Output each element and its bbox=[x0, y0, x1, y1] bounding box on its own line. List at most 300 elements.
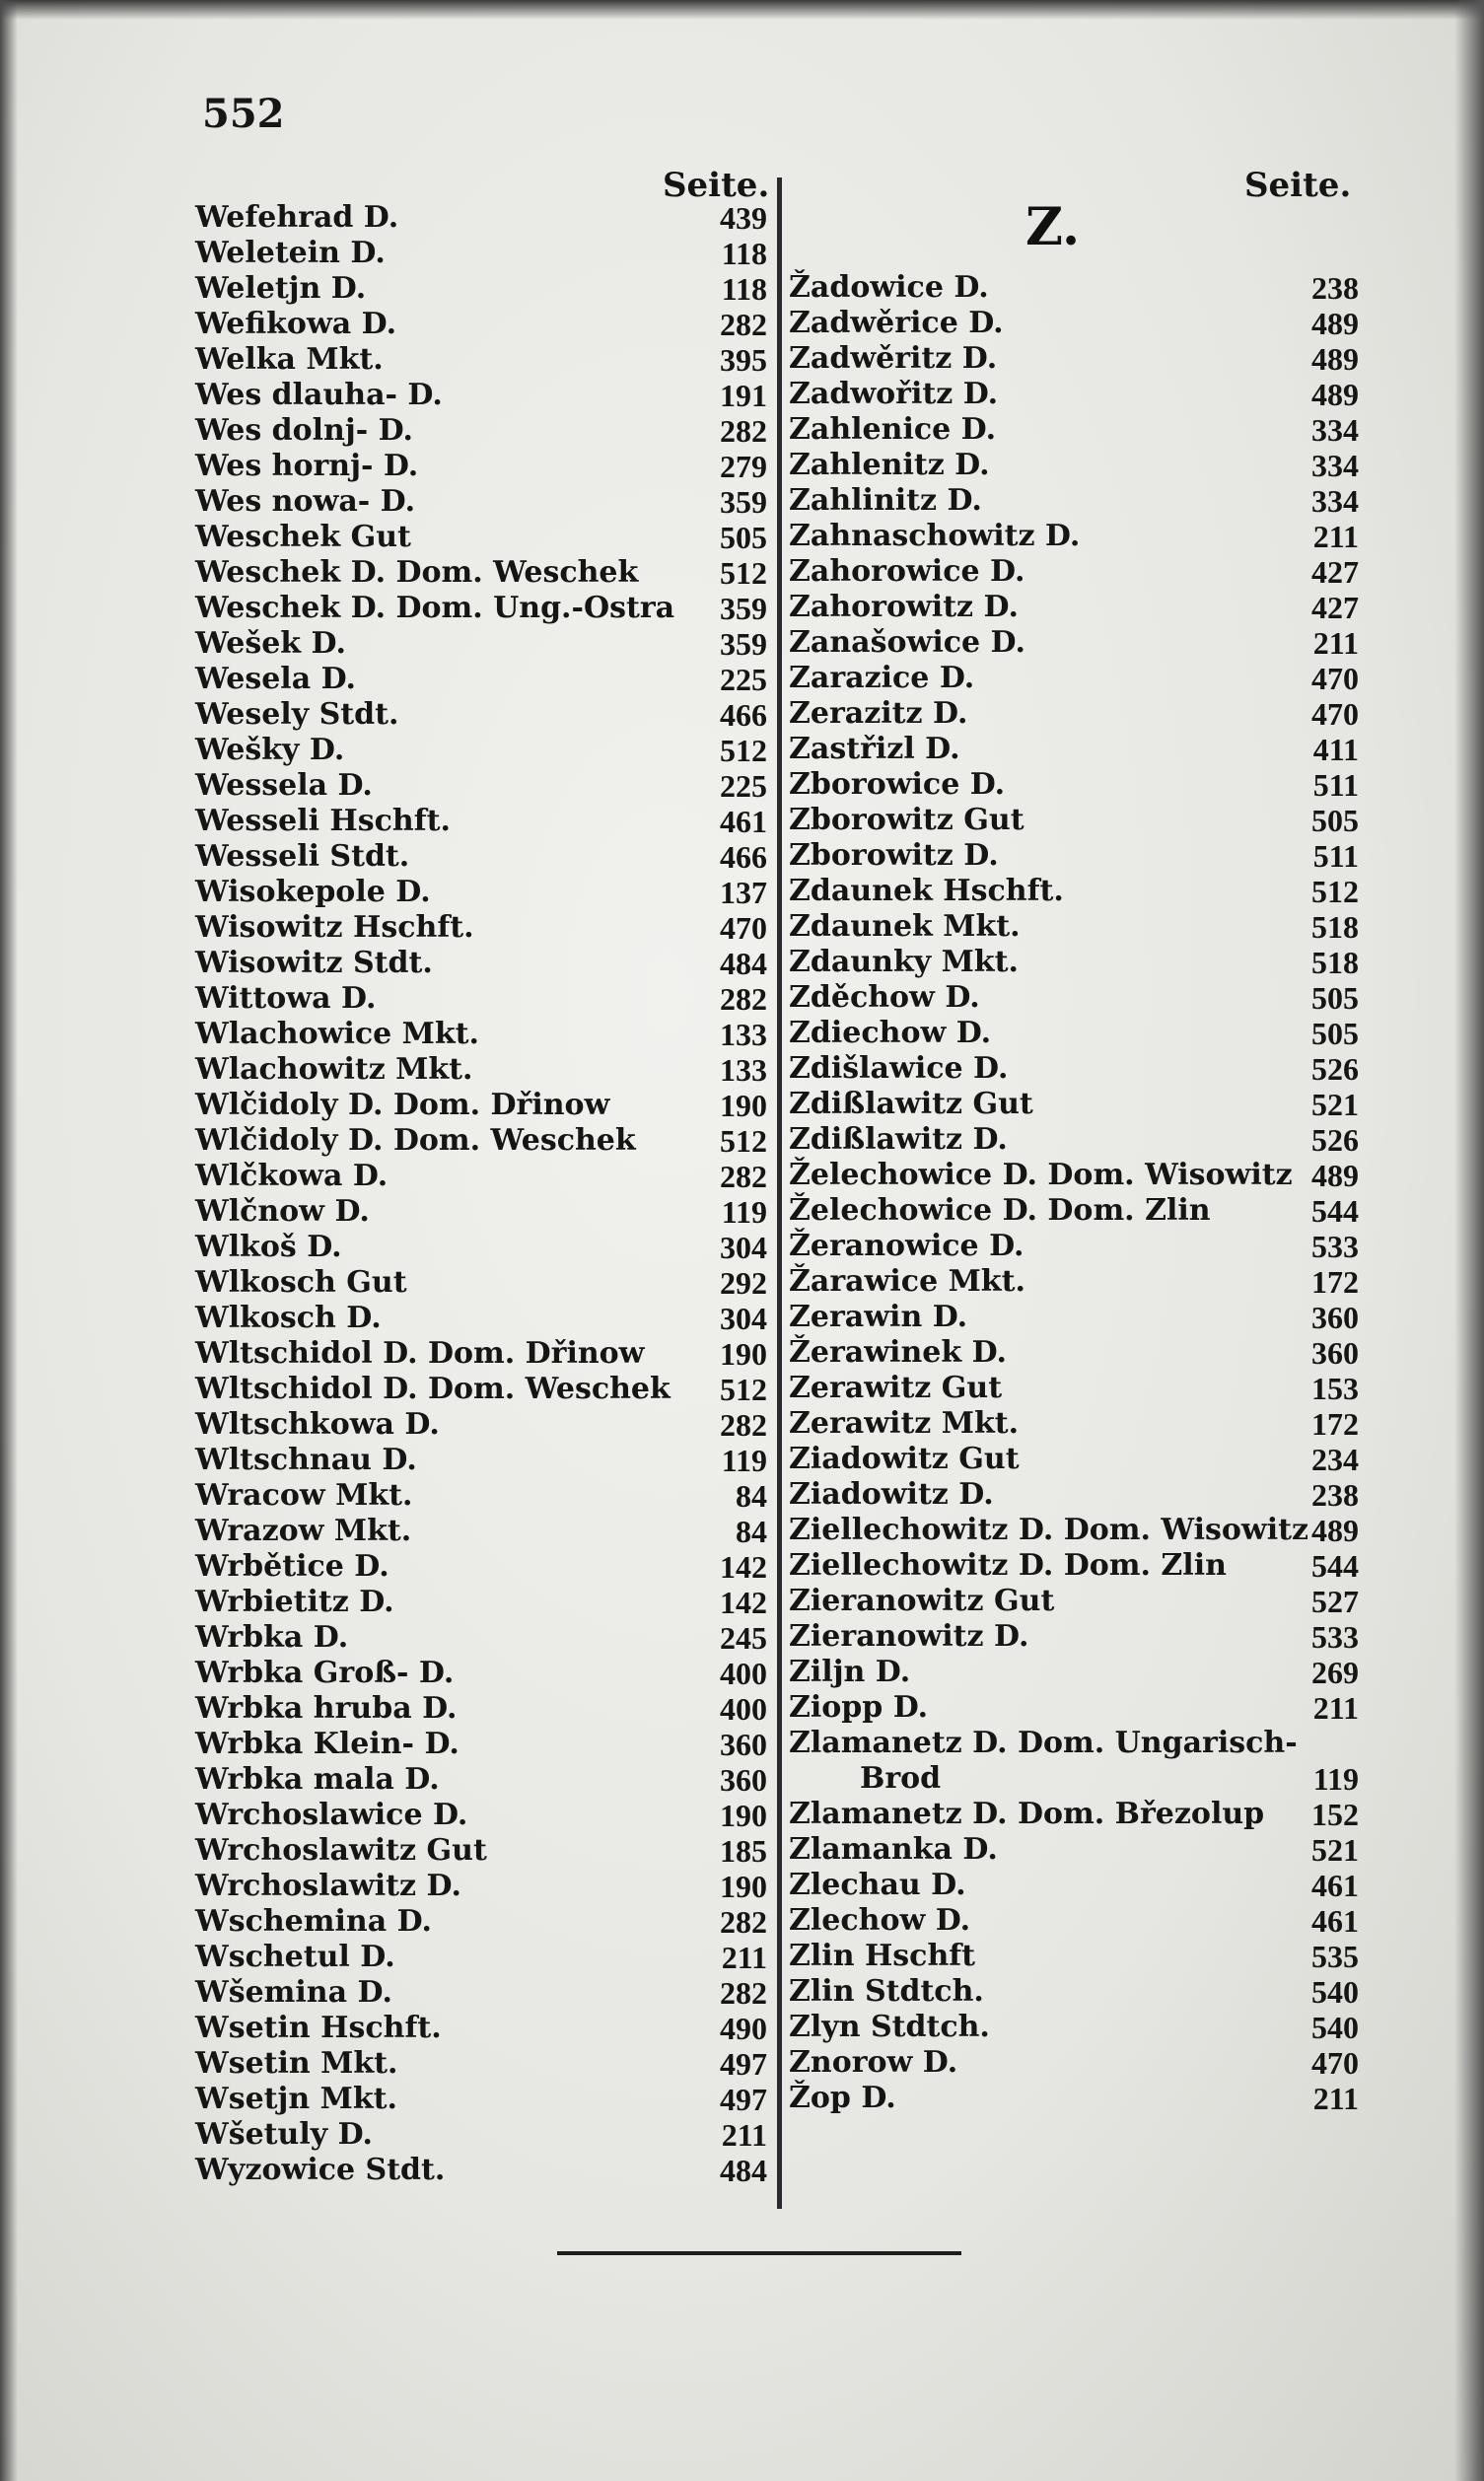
index-entry bbox=[789, 1477, 1359, 1513]
index-entry bbox=[789, 519, 1359, 554]
entry-page-number: 427 bbox=[1311, 554, 1359, 590]
index-entry bbox=[195, 1549, 767, 1585]
right-index-column bbox=[789, 270, 1359, 2116]
column-divider bbox=[777, 177, 782, 2209]
index-entry bbox=[195, 1727, 767, 1762]
entry-name: Zahlinitz D. bbox=[789, 483, 982, 518]
entry-name: Wrbka hruba D. bbox=[195, 1691, 458, 1726]
index-entry bbox=[195, 1230, 767, 1265]
entry-name: Zadwořitz D. bbox=[789, 377, 999, 411]
index-entry bbox=[789, 1229, 1359, 1264]
entry-name: Zdißlawitz Gut bbox=[789, 1087, 1033, 1121]
entry-name: Wisowitz Hschft. bbox=[195, 910, 474, 945]
entry-page-number: 490 bbox=[720, 2011, 767, 2046]
entry-page-number: 489 bbox=[1311, 341, 1359, 377]
entry-name: Welka Mkt. bbox=[195, 342, 384, 377]
entry-name: Wschetul D. bbox=[195, 1940, 395, 1974]
entry-page-number: 489 bbox=[1311, 306, 1359, 341]
entry-page-number: 84 bbox=[736, 1514, 767, 1549]
index-entry bbox=[195, 1372, 767, 1407]
index-entry bbox=[195, 804, 767, 839]
index-entry bbox=[789, 1690, 1359, 1726]
entry-name: Wltschkowa D. bbox=[195, 1407, 440, 1442]
entry-page-number: 526 bbox=[1311, 1051, 1359, 1087]
entry-name: Zahorowice D. bbox=[789, 554, 1025, 589]
entry-name: Zdißlawitz D. bbox=[789, 1122, 1008, 1157]
entry-page-number: 521 bbox=[1311, 1087, 1359, 1122]
entry-page-number: 225 bbox=[720, 768, 767, 804]
entry-name: Zlechau D. bbox=[789, 1868, 966, 1902]
page-number: 552 bbox=[202, 91, 285, 137]
index-entry bbox=[195, 484, 767, 520]
entry-name: Wlkosch D. bbox=[195, 1301, 382, 1335]
index-entry bbox=[195, 555, 767, 591]
entry-page-number: 282 bbox=[720, 413, 767, 449]
index-entry bbox=[195, 342, 767, 378]
entry-page-number: 518 bbox=[1311, 909, 1359, 945]
index-entry bbox=[789, 1939, 1359, 1974]
entry-name: Zborowice D. bbox=[789, 767, 1006, 802]
index-entry bbox=[195, 1656, 767, 1691]
index-entry bbox=[195, 1443, 767, 1478]
entry-page-number: 211 bbox=[721, 2117, 767, 2153]
entry-name: Želechowice D. Dom. Wisowitz bbox=[789, 1158, 1293, 1192]
entry-name: Wes dolnj- D. bbox=[195, 413, 414, 448]
entry-name: Wrbka Klein- D. bbox=[195, 1727, 459, 1761]
entry-name: Zadwěritz D. bbox=[789, 341, 998, 376]
entry-name: Wrazow Mkt. bbox=[195, 1514, 412, 1548]
entry-name: Žop D. bbox=[789, 2081, 896, 2115]
entry-name: Zerawin D. bbox=[789, 1300, 968, 1334]
entry-name: Weschek Gut bbox=[195, 520, 411, 554]
entry-page-number: 190 bbox=[720, 1336, 767, 1372]
entry-name: Zlamanka D. bbox=[789, 1832, 998, 1867]
entry-name: Zlin Hschft bbox=[789, 1939, 976, 1973]
entry-name: Wefehrad D. bbox=[195, 200, 399, 235]
entry-name: Žeranowice D. bbox=[789, 1229, 1025, 1263]
entry-name: Ziellechowitz D. Dom. Wisowitz bbox=[789, 1513, 1308, 1547]
entry-page-number: 282 bbox=[720, 1407, 767, 1443]
entry-page-number: 427 bbox=[1311, 590, 1359, 625]
index-entry bbox=[789, 2081, 1359, 2116]
index-entry bbox=[195, 378, 767, 413]
entry-page-number: 511 bbox=[1312, 767, 1359, 803]
entry-page-number: 190 bbox=[720, 1869, 767, 1904]
index-entry bbox=[789, 1371, 1359, 1406]
index-entry bbox=[789, 1016, 1359, 1051]
entry-name: Ziellechowitz D. Dom. Zlin bbox=[789, 1548, 1227, 1583]
index-entry bbox=[195, 1762, 767, 1798]
entry-page-number: 466 bbox=[720, 697, 767, 733]
entry-name: Ziopp D. bbox=[789, 1690, 929, 1725]
entry-name: Zieranowitz D. bbox=[789, 1619, 1029, 1654]
entry-name: Wes nowa- D. bbox=[195, 484, 416, 519]
entry-page-number: 191 bbox=[720, 378, 767, 413]
entry-page-number: 153 bbox=[1311, 1371, 1359, 1406]
index-entry bbox=[195, 1194, 767, 1230]
index-entry bbox=[195, 1940, 767, 1975]
entry-name: Wefikowa D. bbox=[195, 307, 397, 341]
index-entry bbox=[195, 1478, 767, 1514]
entry-page-number: 484 bbox=[720, 946, 767, 981]
index-entry bbox=[789, 1974, 1359, 2010]
index-entry bbox=[195, 236, 767, 271]
entry-page-number: 540 bbox=[1311, 2010, 1359, 2045]
entry-name: Wisowitz Stdt. bbox=[195, 946, 433, 980]
entry-page-number: 211 bbox=[1312, 1690, 1359, 1726]
index-entry bbox=[195, 697, 767, 733]
index-entry bbox=[789, 803, 1359, 838]
index-entry bbox=[789, 909, 1359, 945]
entry-page-number: 234 bbox=[1311, 1442, 1359, 1477]
index-entry bbox=[195, 662, 767, 697]
index-entry bbox=[195, 1123, 767, 1159]
entry-name: Wes hornj- D. bbox=[195, 449, 419, 483]
index-entry bbox=[195, 2153, 767, 2188]
index-entry bbox=[789, 377, 1359, 412]
index-entry bbox=[195, 1407, 767, 1443]
index-entry bbox=[195, 1301, 767, 1336]
entry-name: Ziadowitz Gut bbox=[789, 1442, 1020, 1476]
entry-page-number: 411 bbox=[1312, 732, 1359, 767]
entry-name: Zdišlawice D. bbox=[789, 1051, 1009, 1086]
entry-page-number: 533 bbox=[1311, 1619, 1359, 1655]
index-entry bbox=[195, 875, 767, 910]
entry-page-number: 152 bbox=[1311, 1797, 1359, 1832]
entry-name: Zlamanetz D. Dom. Březolup bbox=[789, 1797, 1265, 1831]
index-entry bbox=[789, 1300, 1359, 1335]
entry-name: Wschemina D. bbox=[195, 1904, 432, 1939]
entry-name: Žadowice D. bbox=[789, 270, 989, 305]
entry-name: Wlčkowa D. bbox=[195, 1159, 389, 1193]
entry-name: Wrbka Groß- D. bbox=[195, 1656, 455, 1690]
entry-page-number: 497 bbox=[720, 2082, 767, 2117]
index-entry bbox=[195, 307, 767, 342]
entry-page-number: 292 bbox=[720, 1265, 767, 1301]
entry-name: Wyzowice Stdt. bbox=[195, 2153, 446, 2187]
entry-name: Weschek D. Dom. Weschek bbox=[195, 555, 639, 590]
entry-page-number: 489 bbox=[1311, 377, 1359, 412]
index-entry bbox=[195, 1975, 767, 2011]
index-entry bbox=[789, 341, 1359, 377]
index-entry bbox=[789, 1442, 1359, 1477]
entry-name: Zlin Stdtch. bbox=[789, 1974, 984, 2009]
index-entry bbox=[195, 2117, 767, 2153]
entry-name: Zlechow D. bbox=[789, 1903, 971, 1938]
scan-edge-top bbox=[0, 0, 1484, 20]
index-entry bbox=[789, 696, 1359, 732]
index-entry bbox=[195, 1833, 767, 1869]
left-column-header: Seite. bbox=[663, 166, 770, 205]
entry-page-number: 282 bbox=[720, 1904, 767, 1940]
entry-page-number: 461 bbox=[1311, 1903, 1359, 1939]
index-entry bbox=[195, 1691, 767, 1727]
entry-name: Wrchoslawitz D. bbox=[195, 1869, 461, 1903]
entry-page-number: 334 bbox=[1311, 483, 1359, 519]
entry-name: Ziadowitz D. bbox=[789, 1477, 994, 1512]
entry-name: Zlyn Stdtch. bbox=[789, 2010, 990, 2044]
index-entry bbox=[789, 945, 1359, 980]
entry-name: Žarawice Mkt. bbox=[789, 1264, 1025, 1299]
index-entry bbox=[195, 1514, 767, 1549]
index-entry bbox=[195, 1869, 767, 1904]
entry-page-number: 461 bbox=[720, 804, 767, 839]
entry-name: Wittowa D. bbox=[195, 981, 377, 1016]
index-entry bbox=[195, 2046, 767, 2082]
entry-name: Wesseli Stdt. bbox=[195, 839, 410, 874]
entry-page-number: 512 bbox=[720, 733, 767, 768]
index-entry bbox=[789, 1335, 1359, 1371]
entry-name: Ziljn D. bbox=[789, 1655, 911, 1689]
entry-name: Žerawinek D. bbox=[789, 1335, 1007, 1370]
entry-name: Zanašowice D. bbox=[789, 625, 1025, 660]
index-entry bbox=[195, 733, 767, 768]
entry-page-number: 118 bbox=[721, 236, 767, 271]
entry-page-number: 190 bbox=[720, 1798, 767, 1833]
entry-name: Weschek D. Dom. Ung.-Ostra bbox=[195, 591, 675, 625]
entry-name: Wšetuly D. bbox=[195, 2117, 373, 2152]
entry-name: Wlčnow D. bbox=[195, 1194, 370, 1229]
index-entry bbox=[195, 1585, 767, 1620]
entry-name: Zahorowitz D. bbox=[789, 590, 1019, 624]
index-entry bbox=[789, 1264, 1359, 1300]
index-entry bbox=[789, 1158, 1359, 1193]
footer-rule bbox=[557, 2251, 961, 2255]
entry-page-number: 521 bbox=[1311, 1832, 1359, 1868]
entry-page-number: 518 bbox=[1311, 945, 1359, 980]
entry-name: Zdiechow D. bbox=[789, 1016, 992, 1050]
entry-page-number: 470 bbox=[720, 910, 767, 946]
index-entry bbox=[789, 590, 1359, 625]
entry-name: Zieranowitz Gut bbox=[789, 1584, 1055, 1618]
index-entry bbox=[789, 2045, 1359, 2081]
entry-page-number: 133 bbox=[720, 1052, 767, 1088]
index-entry bbox=[195, 910, 767, 946]
entry-name: Želechowice D. Dom. Zlin bbox=[789, 1193, 1211, 1228]
entry-page-number: 395 bbox=[720, 342, 767, 378]
entry-page-number: 119 bbox=[721, 1194, 767, 1230]
index-entry bbox=[789, 306, 1359, 341]
index-entry bbox=[195, 200, 767, 236]
index-entry bbox=[195, 1336, 767, 1372]
entry-name: Wrbětice D. bbox=[195, 1549, 389, 1584]
entry-page-number: 360 bbox=[1311, 1300, 1359, 1335]
entry-page-number: 400 bbox=[720, 1691, 767, 1727]
entry-name: Wšemina D. bbox=[195, 1975, 392, 2010]
entry-page-number: 269 bbox=[1311, 1655, 1359, 1690]
index-entry bbox=[789, 1619, 1359, 1655]
index-entry bbox=[789, 1903, 1359, 1939]
entry-name: Wrchoslawice D. bbox=[195, 1798, 468, 1832]
entry-page-number: 489 bbox=[1311, 1513, 1359, 1548]
entry-page-number: 133 bbox=[720, 1017, 767, 1052]
index-entry bbox=[789, 661, 1359, 696]
entry-name: Wlčidoly D. Dom. Dřinow bbox=[195, 1088, 610, 1122]
entry-name: Wsetjn Mkt. bbox=[195, 2082, 397, 2116]
index-entry bbox=[195, 1159, 767, 1194]
index-entry bbox=[195, 768, 767, 804]
entry-page-number: 225 bbox=[720, 662, 767, 697]
entry-page-number: 84 bbox=[736, 1478, 767, 1514]
entry-page-number: 527 bbox=[1311, 1584, 1359, 1619]
entry-name: Wlachowitz Mkt. bbox=[195, 1052, 473, 1087]
index-entry bbox=[789, 2010, 1359, 2045]
entry-page-number: 282 bbox=[720, 1975, 767, 2011]
entry-page-number: 211 bbox=[1312, 2081, 1359, 2116]
index-entry bbox=[195, 839, 767, 875]
index-entry bbox=[789, 1761, 1359, 1797]
right-column-header: Seite. bbox=[1244, 166, 1352, 205]
entry-name: Zděchow D. bbox=[789, 980, 980, 1015]
entry-name: Wesely Stdt. bbox=[195, 697, 399, 732]
index-entry bbox=[789, 767, 1359, 803]
entry-page-number: 533 bbox=[1311, 1229, 1359, 1264]
index-entry bbox=[195, 1265, 767, 1301]
entry-name: Wltschidol D. Dom. Dřinow bbox=[195, 1336, 645, 1371]
entry-page-number: 512 bbox=[720, 1123, 767, 1159]
index-entry bbox=[789, 554, 1359, 590]
entry-name: Zerawitz Gut bbox=[789, 1371, 1003, 1405]
entry-page-number: 119 bbox=[721, 1443, 767, 1478]
index-entry bbox=[195, 271, 767, 307]
section-letter: Z. bbox=[1025, 197, 1081, 257]
index-entry bbox=[789, 1193, 1359, 1229]
index-entry bbox=[789, 732, 1359, 767]
entry-page-number: 540 bbox=[1311, 1974, 1359, 2010]
entry-page-number: 185 bbox=[720, 1833, 767, 1869]
index-entry bbox=[195, 1620, 767, 1656]
index-entry bbox=[789, 838, 1359, 874]
entry-name: Wsetin Mkt. bbox=[195, 2046, 398, 2081]
entry-page-number: 245 bbox=[720, 1620, 767, 1656]
entry-name: Wltschidol D. Dom. Weschek bbox=[195, 1372, 671, 1406]
entry-name: Weletjn D. bbox=[195, 271, 367, 306]
index-entry bbox=[195, 520, 767, 555]
index-entry bbox=[195, 1904, 767, 1940]
entry-page-number: 497 bbox=[720, 2046, 767, 2082]
entry-page-number: 211 bbox=[1312, 625, 1359, 661]
index-entry bbox=[789, 483, 1359, 519]
index-entry bbox=[789, 412, 1359, 448]
entry-page-number: 544 bbox=[1311, 1193, 1359, 1229]
entry-page-number: 360 bbox=[720, 1727, 767, 1762]
index-entry bbox=[789, 874, 1359, 909]
index-entry bbox=[789, 625, 1359, 661]
entry-name: Wesela D. bbox=[195, 662, 356, 696]
index-entry bbox=[195, 946, 767, 981]
entry-page-number: 470 bbox=[1311, 2045, 1359, 2081]
entry-name: Zerazitz D. bbox=[789, 696, 968, 731]
entry-name: Zahnaschowitz D. bbox=[789, 519, 1081, 553]
entry-name: Zahlenice D. bbox=[789, 412, 997, 447]
index-entry bbox=[195, 2082, 767, 2117]
entry-name: Wlkoš D. bbox=[195, 1230, 342, 1264]
entry-page-number: 304 bbox=[720, 1230, 767, 1265]
entry-name: Wrbietitz D. bbox=[195, 1585, 394, 1619]
entry-page-number: 238 bbox=[1311, 1477, 1359, 1513]
index-entry bbox=[195, 626, 767, 662]
entry-name: Zdaunek Hschft. bbox=[789, 874, 1064, 908]
index-entry bbox=[789, 1726, 1359, 1761]
scan-edge-left bbox=[0, 0, 18, 2481]
entry-page-number: 279 bbox=[720, 449, 767, 484]
entry-name: Wlčidoly D. Dom. Weschek bbox=[195, 1123, 636, 1158]
entry-name: Wisokepole D. bbox=[195, 875, 431, 909]
index-entry bbox=[195, 1052, 767, 1088]
entry-name: Weletein D. bbox=[195, 236, 386, 270]
entry-name: Wrbka D. bbox=[195, 1620, 349, 1655]
entry-name: Wesseli Hschft. bbox=[195, 804, 451, 838]
entry-name: Wracow Mkt. bbox=[195, 1478, 413, 1513]
entry-page-number: 439 bbox=[720, 200, 767, 236]
entry-name: Wešek D. bbox=[195, 626, 346, 661]
entry-page-number: 142 bbox=[720, 1549, 767, 1585]
entry-name: Znorow D. bbox=[789, 2045, 958, 2080]
entry-page-number: 359 bbox=[720, 591, 767, 626]
entry-page-number: 511 bbox=[1312, 838, 1359, 874]
index-entry bbox=[789, 1548, 1359, 1584]
index-entry bbox=[789, 1087, 1359, 1122]
entry-page-number: 544 bbox=[1311, 1548, 1359, 1584]
entry-page-number: 211 bbox=[721, 1940, 767, 1975]
index-entry bbox=[789, 1797, 1359, 1832]
entry-page-number: 526 bbox=[1311, 1122, 1359, 1158]
index-entry bbox=[789, 1832, 1359, 1868]
index-entry bbox=[195, 2011, 767, 2046]
entry-page-number: 238 bbox=[1311, 270, 1359, 306]
entry-name: Wsetin Hschft. bbox=[195, 2011, 442, 2045]
entry-name: Wrchoslawitz Gut bbox=[195, 1833, 487, 1868]
entry-name: Wlachowice Mkt. bbox=[195, 1017, 479, 1051]
entry-name: Zborowitz D. bbox=[789, 838, 999, 873]
index-entry bbox=[195, 1088, 767, 1123]
entry-name: Zahlenitz D. bbox=[789, 448, 990, 482]
entry-page-number: 505 bbox=[1311, 803, 1359, 838]
entry-page-number: 512 bbox=[1311, 874, 1359, 909]
entry-name: Zadwěrice D. bbox=[789, 306, 1004, 340]
entry-name: Zborowitz Gut bbox=[789, 803, 1025, 837]
entry-page-number: 360 bbox=[1311, 1335, 1359, 1371]
entry-page-number: 535 bbox=[1311, 1939, 1359, 1974]
entry-page-number: 505 bbox=[720, 520, 767, 555]
index-entry bbox=[789, 980, 1359, 1016]
left-index-column bbox=[195, 200, 767, 2188]
entry-page-number: 334 bbox=[1311, 412, 1359, 448]
index-entry bbox=[789, 1868, 1359, 1903]
entry-page-number: 118 bbox=[721, 271, 767, 307]
index-entry bbox=[195, 591, 767, 626]
entry-page-number: 484 bbox=[720, 2153, 767, 2188]
index-entry bbox=[789, 1584, 1359, 1619]
index-entry bbox=[195, 413, 767, 449]
entry-page-number: 142 bbox=[720, 1585, 767, 1620]
entry-name: Zlamanetz D. Dom. Ungarisch- bbox=[789, 1726, 1298, 1760]
index-entry bbox=[789, 448, 1359, 483]
entry-page-number: 359 bbox=[720, 484, 767, 520]
entry-page-number: 282 bbox=[720, 1159, 767, 1194]
entry-page-number: 470 bbox=[1311, 661, 1359, 696]
entry-name: Wrbka mala D. bbox=[195, 1762, 440, 1797]
entry-page-number: 512 bbox=[720, 555, 767, 591]
entry-page-number: 119 bbox=[1312, 1761, 1359, 1797]
entry-page-number: 512 bbox=[720, 1372, 767, 1407]
entry-name: Wešky D. bbox=[195, 733, 345, 767]
index-entry bbox=[195, 1798, 767, 1833]
entry-page-number: 304 bbox=[720, 1301, 767, 1336]
index-entry bbox=[789, 1122, 1359, 1158]
entry-page-number: 172 bbox=[1311, 1264, 1359, 1300]
entry-name: Wlkosch Gut bbox=[195, 1265, 407, 1300]
